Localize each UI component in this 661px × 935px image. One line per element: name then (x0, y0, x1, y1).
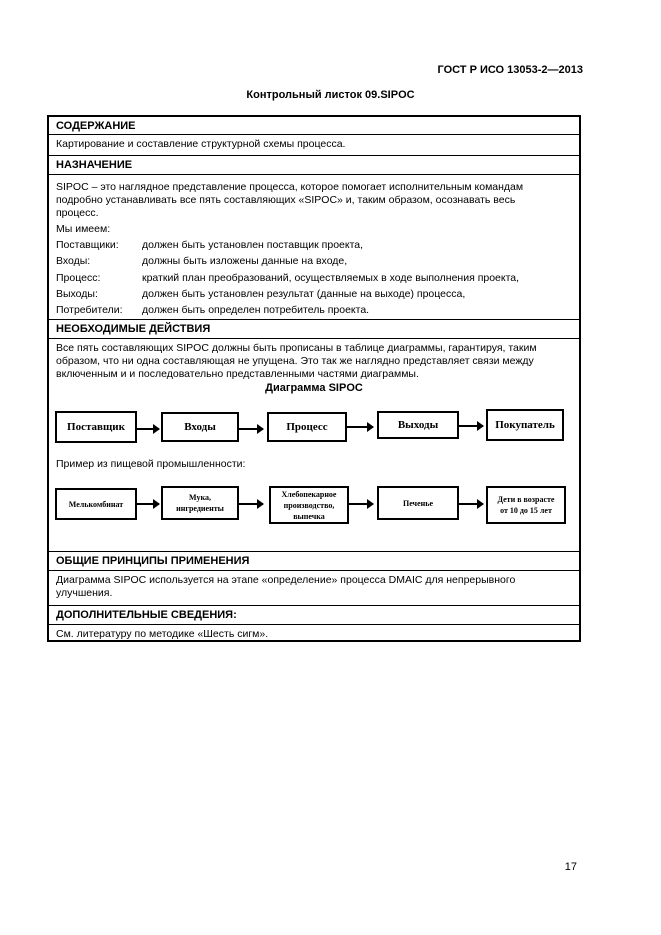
example-box-3: Хлебопекарное производство, выпечка (269, 486, 349, 524)
diagram-arrow-3 (347, 426, 373, 428)
purpose-line-1: SIPOC – это наглядное представление процесса, которое помогает исполнительным командам (56, 181, 524, 193)
checklist-table (47, 115, 581, 642)
additional-heading: ДОПОЛНИТЕЛЬНЫЕ СВЕДЕНИЯ: (56, 609, 237, 621)
inputs-value: должны быть изложены данные на входе, (142, 255, 348, 267)
example-arrow-1 (137, 503, 159, 505)
outputs-value: должен быть установлен результат (данные на выходе) процесса, (142, 288, 466, 300)
actions-section (49, 319, 579, 551)
example-arrow-4 (459, 503, 483, 505)
suppliers-value: должен быть установлен поставщик проекта, (142, 239, 364, 251)
we-have-label: Мы имеем: (56, 223, 111, 235)
purpose-line-3: процесс. (56, 207, 99, 219)
additional-section (49, 605, 579, 642)
page-number: 17 (564, 861, 577, 873)
actions-line-1: Все пять составляющих SIPOC должны быть прописаны в таблице диаграммы, гарантируя, таким (56, 342, 537, 354)
inputs-label: Входы: (56, 255, 91, 267)
diagram-box-outputs: Выходы (377, 411, 459, 439)
purpose-section (49, 155, 579, 319)
content-text: Картирование и составление структурной схемы процесса. (56, 138, 346, 150)
diagram-arrow-1 (137, 428, 159, 430)
content-section (49, 117, 579, 155)
diagram-box-customer: Покупатель (486, 409, 564, 441)
example-box-2: Мука, ингредиенты (161, 486, 239, 520)
diagram-box-process: Процесс (267, 412, 347, 442)
diagram-box-inputs: Входы (161, 412, 239, 442)
actions-line-2: образом, что ни одна составляющая не упущена. Это так же наглядно представляет связи между (56, 355, 534, 367)
example-arrow-2 (239, 503, 263, 505)
diagram-arrow-4 (459, 425, 483, 427)
example-label: Пример из пищевой промышленности: (56, 458, 246, 470)
example-box-5: Дети в возрасте от 10 до 15 лет (486, 486, 566, 524)
additional-text: См. литературу по методике «Шесть сигм». (56, 628, 269, 640)
example-box-1: Мелькомбинат (55, 488, 137, 520)
diagram-box-supplier: Поставщик (55, 411, 137, 443)
actions-heading: НЕОБХОДИМЫЕ ДЕЙСТВИЯ (56, 323, 211, 335)
purpose-heading: НАЗНАЧЕНИЕ (56, 159, 133, 171)
diagram-title: Диаграмма SIPOC (265, 382, 363, 394)
principles-line-2: улучшения. (56, 587, 113, 599)
standard-designation: ГОСТ Р ИСО 13053-2—2013 (437, 64, 583, 76)
principles-section (49, 551, 579, 605)
process-label: Процесс: (56, 272, 101, 284)
principles-heading: ОБЩИЕ ПРИНЦИПЫ ПРИМЕНЕНИЯ (56, 555, 250, 567)
content-heading: СОДЕРЖАНИЕ (56, 120, 136, 132)
suppliers-label: Поставщики: (56, 239, 119, 251)
diagram-arrow-2 (239, 428, 263, 430)
principles-line-1: Диаграмма SIPOC используется на этапе «определение» процесса DMAIC для непрерывного (56, 574, 516, 586)
outputs-label: Выходы: (56, 288, 98, 300)
example-arrow-3 (349, 503, 373, 505)
customers-label: Потребители: (56, 304, 123, 316)
page-title: Контрольный листок 09.SIPOC (246, 89, 415, 101)
actions-line-3: включенным и и последовательно представленными частями диаграммы. (56, 368, 419, 380)
process-value: краткий план преобразований, осуществляемых в ходе выполнения проекта, (142, 272, 520, 284)
customers-value: должен быть определен потребитель проекта. (142, 304, 370, 316)
purpose-line-2: подробно устанавливать все пять составляющих «SIPOC» и, таким образом, осознавать весь (56, 194, 516, 206)
example-box-4: Печенье (377, 486, 459, 520)
